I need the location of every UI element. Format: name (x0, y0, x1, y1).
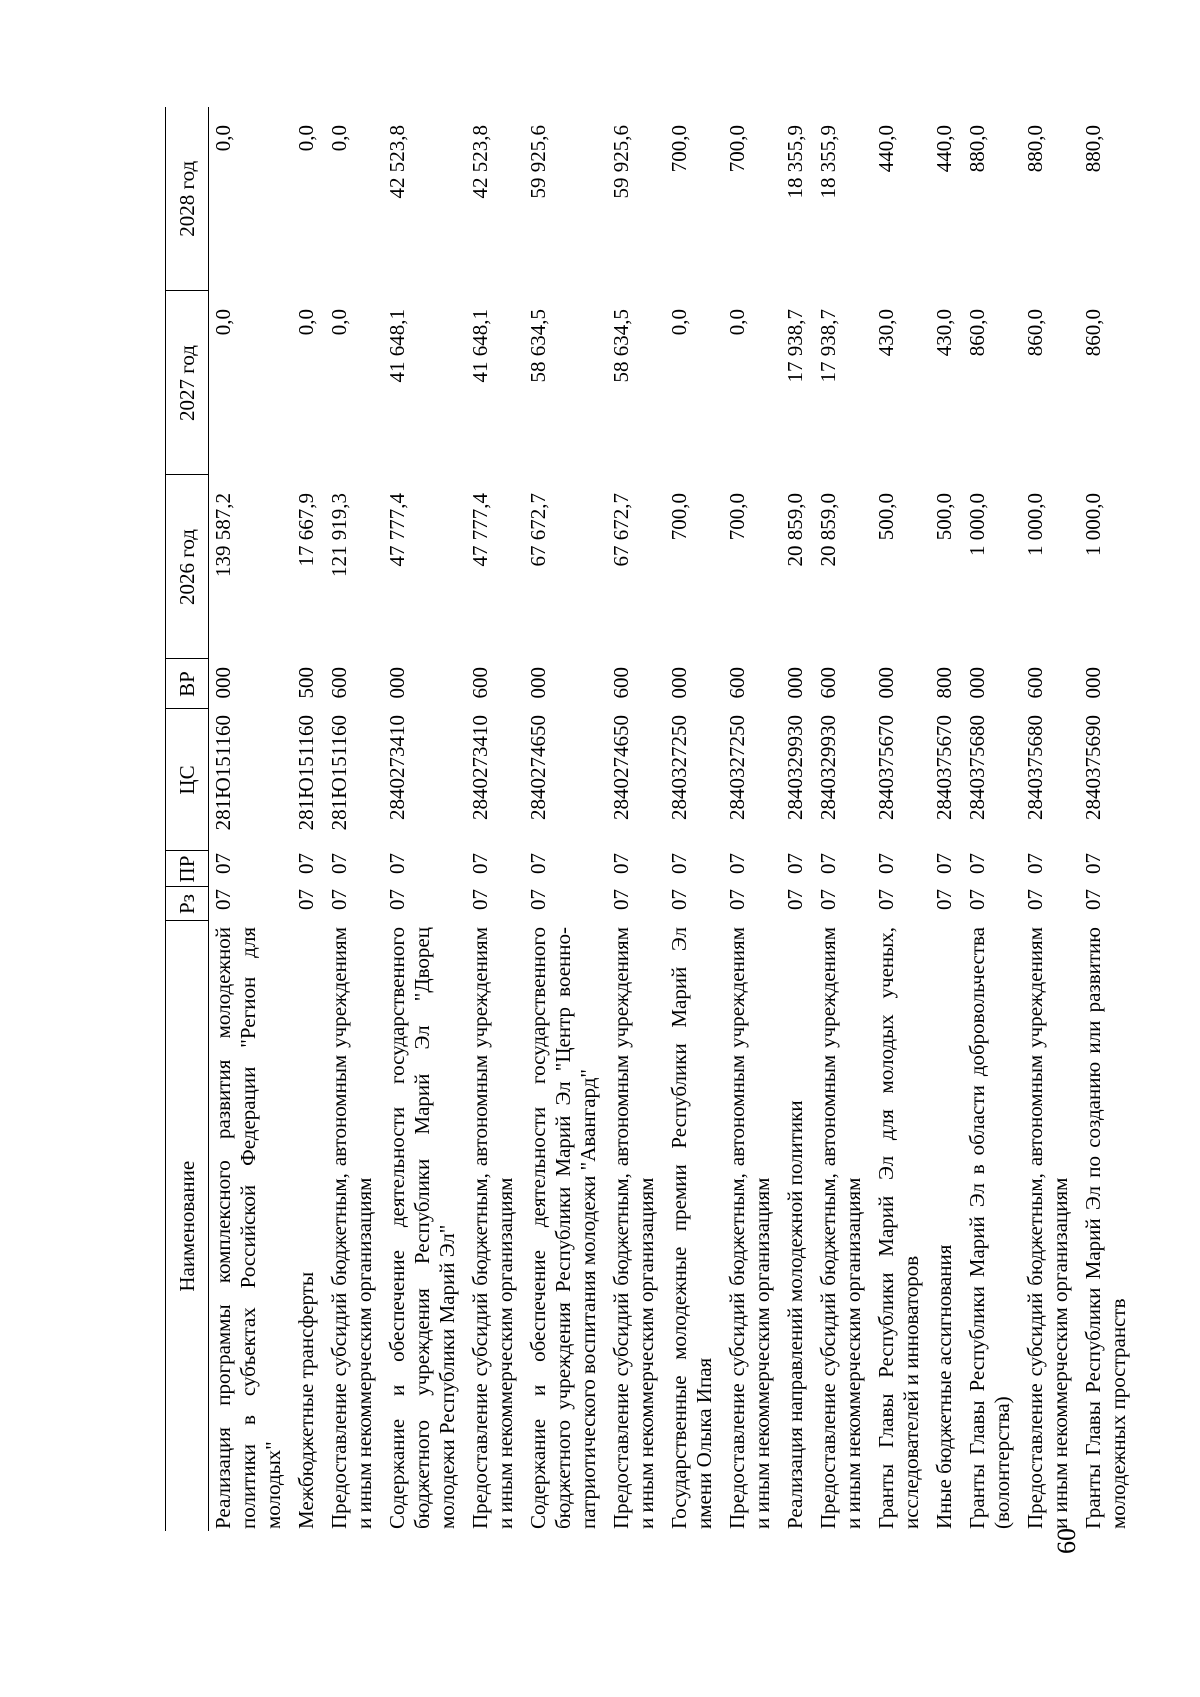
cell-2027: 0,0 (725, 309, 749, 336)
table-row (209, 107, 293, 1531)
cell-2028: 59 925,6 (609, 125, 633, 199)
cell-cs: 281Ю151160 (327, 715, 351, 831)
cell-2027: 0,0 (327, 309, 351, 336)
cell-cs: 2840327250 (667, 715, 691, 820)
table-row (325, 107, 383, 1531)
header-cs: ЦС (166, 709, 209, 851)
budget-table (165, 107, 1137, 1531)
cell-pr: 07 (932, 853, 956, 874)
cell-cs: 2840375690 (1081, 715, 1105, 820)
cell-vr: 600 (1023, 667, 1047, 699)
cell-pr: 07 (526, 853, 550, 874)
cell-vr: 000 (211, 667, 235, 699)
cell-2027: 17 938,7 (783, 309, 807, 383)
header-2027: 2027 год (166, 291, 209, 475)
cell-cs: 2840273410 (385, 715, 409, 820)
cell-2028: 700,0 (667, 125, 691, 173)
header-rz: Рз (166, 887, 209, 921)
cell-2026: 47 777,4 (468, 493, 492, 567)
cell-rz: 07 (965, 889, 989, 910)
cell-name: Предоставление субсидий бюджетным, автономным учреждениям и иным некоммерческим организациям (725, 927, 774, 1529)
cell-vr: 800 (932, 667, 956, 699)
cell-name: Предоставление субсидий бюджетным, автономным учреждениям и иным некоммерческим организациям (468, 927, 517, 1529)
table-row (665, 107, 723, 1531)
cell-2028: 440,0 (932, 125, 956, 173)
cell-2027: 430,0 (932, 309, 956, 357)
cell-pr: 07 (294, 853, 318, 874)
table-row (872, 107, 930, 1531)
cell-2028: 18 355,9 (816, 125, 840, 199)
cell-pr: 07 (609, 853, 633, 874)
cell-name: Реализация направлений молодежной политики (783, 1100, 807, 1529)
cell-name: Предоставление субсидий бюджетным, автономным учреждениям и иным некоммерческим организациям (327, 927, 376, 1529)
cell-vr: 600 (816, 667, 840, 699)
cell-vr: 600 (327, 667, 351, 699)
cell-rz: 07 (932, 889, 956, 910)
cell-name: Гранты Главы Республики Марий Эл для молодых ученых, исследователей и инноваторов (874, 927, 923, 1529)
cell-rz: 07 (609, 889, 633, 910)
cell-2026: 67 672,7 (609, 493, 633, 567)
cell-2028: 880,0 (965, 125, 989, 173)
cell-pr: 07 (783, 853, 807, 874)
cell-vr: 000 (385, 667, 409, 699)
cell-2026: 121 919,3 (327, 493, 351, 577)
cell-2028: 18 355,9 (783, 125, 807, 199)
cell-cs: 2840274650 (609, 715, 633, 820)
cell-cs: 281Ю151160 (211, 715, 235, 831)
cell-name: Иные бюджетные ассигнования (932, 1244, 956, 1529)
cell-2026: 700,0 (667, 493, 691, 541)
cell-pr: 07 (874, 853, 898, 874)
cell-vr: 600 (609, 667, 633, 699)
cell-rz: 07 (468, 889, 492, 910)
cell-2028: 0,0 (327, 125, 351, 152)
cell-rz: 07 (874, 889, 898, 910)
cell-2026: 20 859,0 (783, 493, 807, 567)
table-row (1079, 107, 1137, 1531)
cell-2028: 440,0 (874, 125, 898, 173)
table-body (209, 107, 1138, 1531)
cell-vr: 000 (783, 667, 807, 699)
cell-2027: 0,0 (667, 309, 691, 336)
cell-2027: 0,0 (211, 309, 235, 336)
table-row (466, 107, 524, 1531)
cell-rz: 07 (526, 889, 550, 910)
cell-cs: 2840327250 (725, 715, 749, 820)
cell-2026: 139 587,2 (211, 493, 235, 577)
cell-2028: 42 523,8 (468, 125, 492, 199)
cell-rz: 07 (1081, 889, 1105, 910)
table-row (781, 107, 814, 1531)
cell-2028: 880,0 (1023, 125, 1047, 173)
cell-2028: 42 523,8 (385, 125, 409, 199)
cell-name: Реализация программы комплексного развития молодежной политики в субъектах Российской Федерации "Регион для молодых" (211, 927, 285, 1529)
cell-name: Предоставление субсидий бюджетным, автономным учреждениям и иным некоммерческим организациям (816, 927, 865, 1529)
table-row (292, 107, 325, 1531)
table-row (963, 107, 1021, 1531)
table-row (814, 107, 872, 1531)
table-row (607, 107, 665, 1531)
cell-2026: 67 672,7 (526, 493, 550, 567)
table-row (1021, 107, 1079, 1531)
cell-cs: 2840375670 (932, 715, 956, 820)
cell-2027: 430,0 (874, 309, 898, 357)
cell-pr: 07 (468, 853, 492, 874)
cell-2026: 500,0 (874, 493, 898, 541)
cell-pr: 07 (667, 853, 691, 874)
cell-name: Межбюджетные трансферты (294, 1271, 318, 1529)
cell-vr: 000 (874, 667, 898, 699)
cell-pr: 07 (327, 853, 351, 874)
cell-cs: 2840375680 (965, 715, 989, 820)
cell-name: Гранты Главы Республики Марий Эл по созданию или развитию молодежных пространств (1081, 927, 1130, 1529)
cell-name: Гранты Главы Республики Марий Эл в области добровольчества (волонтерства) (965, 927, 1014, 1529)
cell-2026: 47 777,4 (385, 493, 409, 567)
cell-cs: 281Ю151160 (294, 715, 318, 831)
cell-name: Предоставление субсидий бюджетным, автономным учреждениям и иным некоммерческим организациям (1023, 927, 1072, 1529)
cell-rz: 07 (327, 889, 351, 910)
cell-2027: 0,0 (294, 309, 318, 336)
cell-rz: 07 (667, 889, 691, 910)
cell-cs: 2840375680 (1023, 715, 1047, 820)
cell-2026: 20 859,0 (816, 493, 840, 567)
cell-cs: 2840329930 (783, 715, 807, 820)
cell-rz: 07 (783, 889, 807, 910)
cell-2027: 58 634,5 (609, 309, 633, 383)
cell-2026: 500,0 (932, 493, 956, 541)
cell-2028: 880,0 (1081, 125, 1105, 173)
cell-pr: 07 (816, 853, 840, 874)
cell-2026: 1 000,0 (1081, 493, 1105, 556)
cell-vr: 000 (526, 667, 550, 699)
cell-vr: 500 (294, 667, 318, 699)
header-name: Наименование (166, 921, 209, 1531)
cell-pr: 07 (965, 853, 989, 874)
table-row (383, 107, 466, 1531)
cell-2027: 41 648,1 (468, 309, 492, 383)
table-header-row (166, 107, 209, 1531)
cell-2027: 860,0 (1081, 309, 1105, 357)
table-row (524, 107, 607, 1531)
header-vr: ВР (166, 659, 209, 709)
cell-2026: 17 667,9 (294, 493, 318, 567)
cell-rz: 07 (1023, 889, 1047, 910)
table-row (930, 107, 963, 1531)
page-number: 60 (1052, 1528, 1081, 1554)
cell-cs: 2840274650 (526, 715, 550, 820)
cell-vr: 000 (667, 667, 691, 699)
cell-rz: 07 (211, 889, 235, 910)
cell-2026: 1 000,0 (1023, 493, 1047, 556)
header-2028: 2028 год (166, 107, 209, 291)
cell-rz: 07 (816, 889, 840, 910)
cell-name: Содержание и обеспечение деятельности государственного бюджетного учреждения Республики Марий Эл "Центр военно-патриотического воспитания молодежи "Авангард" (526, 927, 600, 1529)
cell-2028: 0,0 (294, 125, 318, 152)
cell-rz: 07 (385, 889, 409, 910)
cell-name: Содержание и обеспечение деятельности государственного бюджетного учреждения Республики Марий Эл "Дворец молодежи Республики Марий Эл" (385, 927, 459, 1529)
cell-pr: 07 (725, 853, 749, 874)
table-row (723, 107, 781, 1531)
cell-pr: 07 (385, 853, 409, 874)
cell-2027: 41 648,1 (385, 309, 409, 383)
cell-2027: 860,0 (1023, 309, 1047, 357)
cell-cs: 2840273410 (468, 715, 492, 820)
cell-rz: 07 (294, 889, 318, 910)
header-pr: ПР (166, 851, 209, 887)
cell-2027: 58 634,5 (526, 309, 550, 383)
cell-pr: 07 (1081, 853, 1105, 874)
cell-vr: 600 (468, 667, 492, 699)
cell-2026: 700,0 (725, 493, 749, 541)
cell-rz: 07 (725, 889, 749, 910)
cell-2028: 0,0 (211, 125, 235, 152)
cell-cs: 2840329930 (816, 715, 840, 820)
cell-2028: 59 925,6 (526, 125, 550, 199)
cell-vr: 600 (725, 667, 749, 699)
cell-vr: 000 (1081, 667, 1105, 699)
cell-2026: 1 000,0 (965, 493, 989, 556)
cell-2027: 17 938,7 (816, 309, 840, 383)
cell-2028: 700,0 (725, 125, 749, 173)
header-2026: 2026 год (166, 475, 209, 659)
cell-name: Государственные молодежные премии Республики Марий Эл имени Олыка Ипая (667, 927, 716, 1529)
cell-cs: 2840375670 (874, 715, 898, 820)
cell-2027: 860,0 (965, 309, 989, 357)
cell-name: Предоставление субсидий бюджетным, автономным учреждениям и иным некоммерческим организациям (609, 927, 658, 1529)
cell-pr: 07 (211, 853, 235, 874)
cell-vr: 000 (965, 667, 989, 699)
cell-pr: 07 (1023, 853, 1047, 874)
